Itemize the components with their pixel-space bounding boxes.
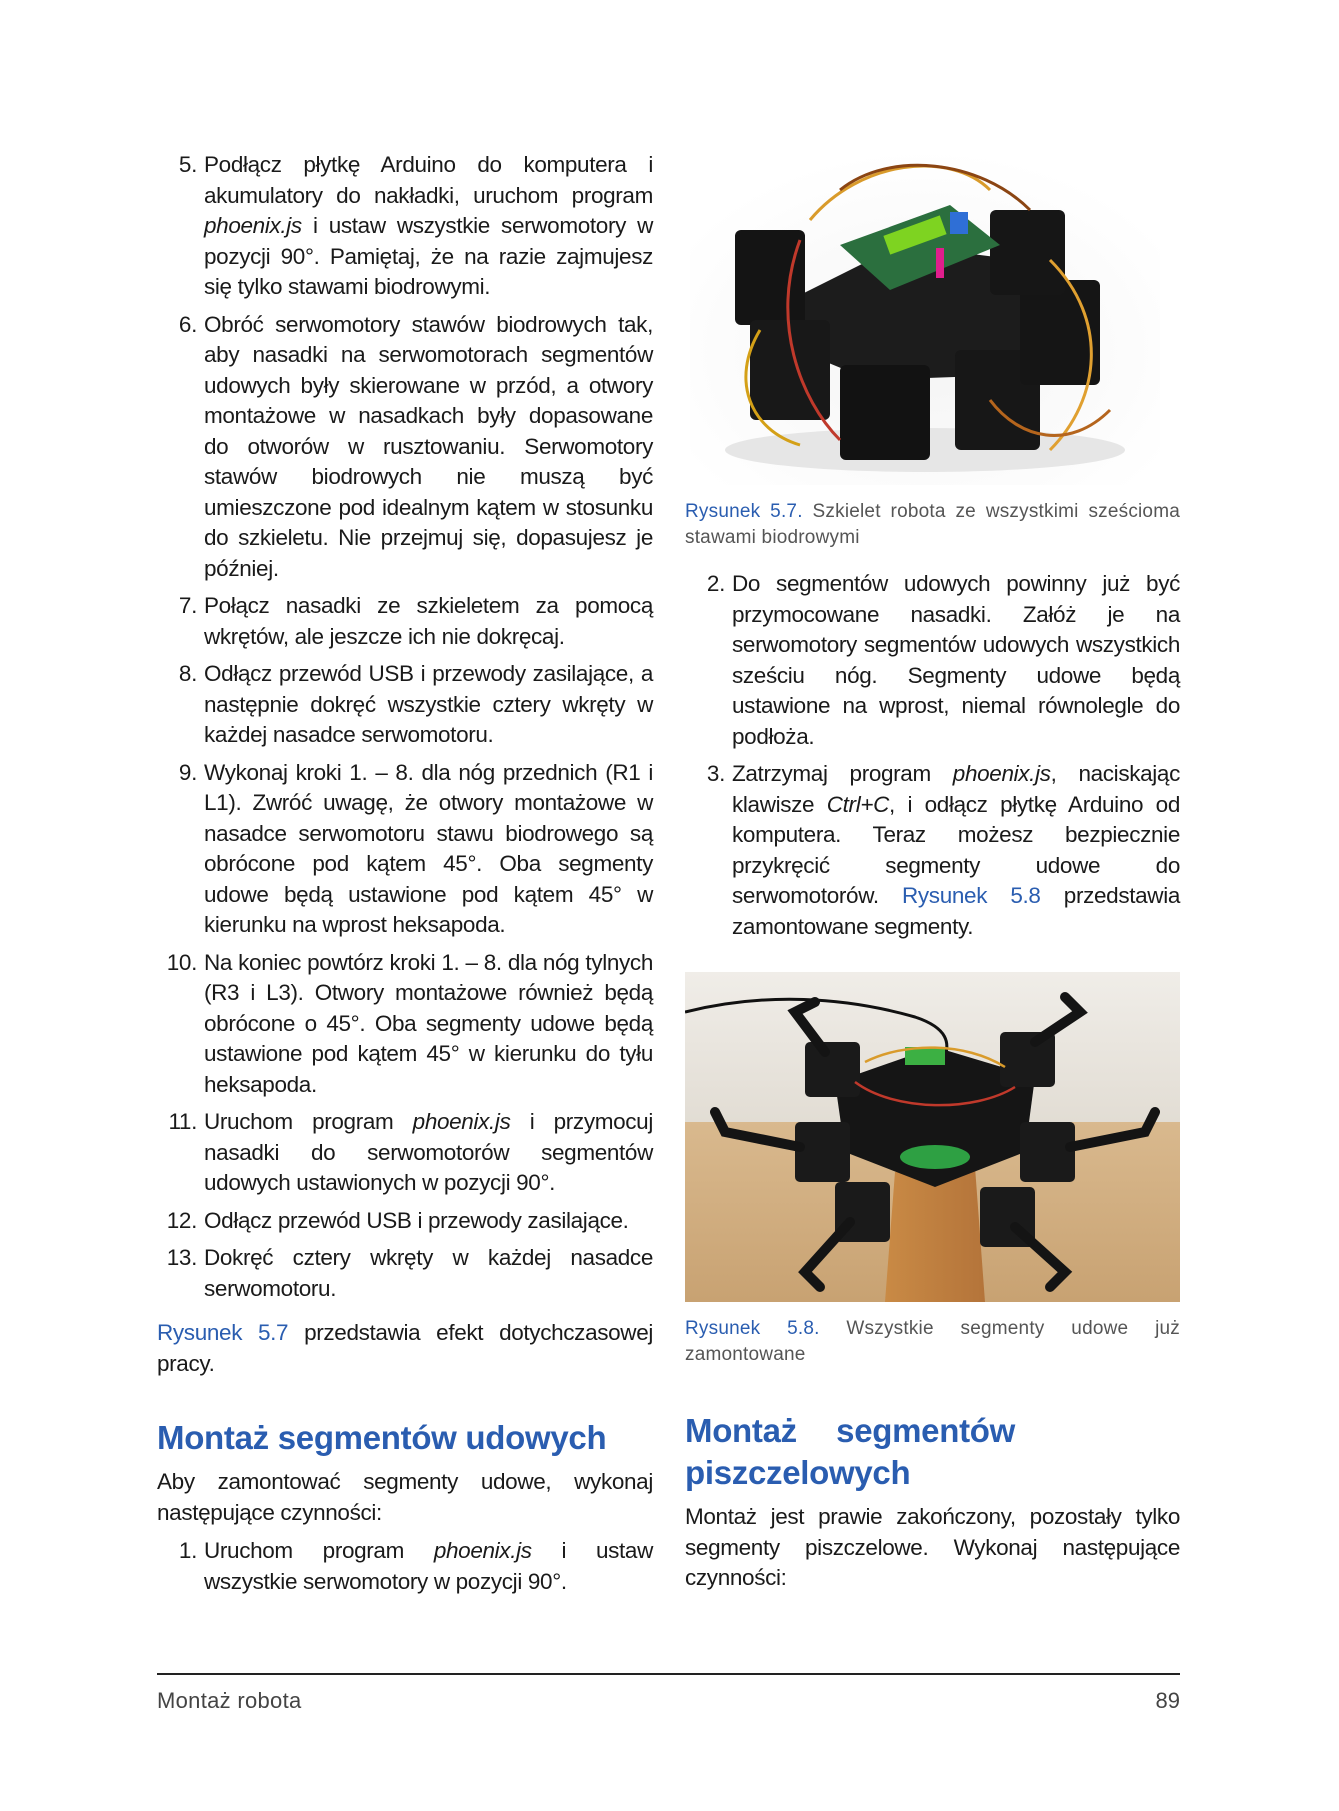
- footer-rule: [157, 1673, 1180, 1675]
- step-9: 9. Wykonaj kroki 1. – 8. dla nóg przednich (R1 i L1). Zwróć uwagę, że otwory montażowe w nasadce serwomotoru stawu biodrowego są obrócone pod kątem 45°. Oba segmenty udowe będą ustawione pod kątem 45° w kierunku na wprost heksapoda.: [178, 759, 653, 937]
- left-column: [157, 150, 653, 1604]
- figure-5-7-photo: [690, 150, 1160, 485]
- figure-5-7-link[interactable]: Rysunek 5.7: [157, 1320, 289, 1345]
- femur-steps-list: [157, 1536, 653, 1597]
- section-heading-femur: Montaż segmentów udowych: [157, 1419, 607, 1456]
- femur-step-3: 3. Zatrzymaj program phoenix.js, naciskając klawisze Ctrl+C, i odłącz płytkę Arduino od komputera. Teraz możesz bezpiecznie przykręcić segmenty udowe do serwomotorów. Rysunek 5.8 przedstawia zamontowane segmenty.: [706, 761, 1181, 939]
- femur-step-2: 2. Do segmentów udowych powinny już być przymocowane nasadki. Załóż je na serwomotory segmentów udowych wszystkich sześciu nóg. Segmenty udowe będą ustawione na wprost, niemal równolegle do podłoża.: [706, 571, 1180, 749]
- section-intro-femur: Aby zamontować segmenty udowe, wykonaj następujące czynności:: [157, 1469, 653, 1525]
- step-11: 11. Uruchom program phoenix.js i przymocuj nasadki do serwomotorów segmentów udowych ustawionych w pozycji 90°.: [168, 1109, 653, 1195]
- page-number: 89: [1155, 1688, 1180, 1713]
- step-10: 10. Na koniec powtórz kroki 1. – 8. dla nóg tylnych (R3 i L3). Otwory montażowe również będą obrócone o 45°. Oba segmenty udowe będą ustawione pod kątem 45° w kierunku do tyłu heksapoda.: [166, 949, 653, 1097]
- step-6: 6. Obróć serwomotory stawów biodrowych tak, aby nasadki na serwomotorach segmentów udowych były skierowane w przód, a otwory montażowe w nasadkach były dopasowane do otworów w rusztowaniu. Serwomotory stawów biodrowych nie muszą być umieszczone pod idealnym kątem w stosunku do szkieletu. Nie przejmuj się, dopasujesz je później.: [178, 311, 653, 581]
- figure-5-8-link[interactable]: Rysunek 5.8: [902, 883, 1041, 908]
- figure-5-7-caption: Rysunek 5.7. Szkielet robota ze wszystkimi sześcioma stawami biodrowymi: [685, 501, 1180, 548]
- section-heading-tibia: Montaż segmentów piszczelowych: [685, 1412, 1015, 1491]
- right-column: [685, 150, 1180, 1594]
- femur-step-1: 1. Uruchom program phoenix.js i ustaw wszystkie serwomotory w pozycji 90°.: [178, 1538, 653, 1594]
- figure-5-8-caption: Rysunek 5.8. Wszystkie segmenty udowe już zamontowane: [685, 1318, 1180, 1365]
- hexapod-femurs-image: [685, 972, 1180, 1302]
- femur-steps-list-continued: [685, 569, 1180, 942]
- step-7: 7. Połącz nasadki ze szkieletem za pomocą wkrętów, ale jeszcze ich nie dokręcaj.: [178, 593, 653, 649]
- assembly-steps-list: [157, 150, 653, 1304]
- step-8: 8. Odłącz przewód USB i przewody zasilające, a następnie dokręć wszystkie cztery wkręty w każdej nasadce serwomotoru.: [178, 661, 653, 747]
- hexapod-skeleton-image: [690, 150, 1160, 485]
- footer-chapter-title: Montaż robota: [157, 1688, 302, 1713]
- figure-5-8-photo: [685, 972, 1180, 1302]
- step-12: 12. Odłącz przewód USB i przewody zasilające.: [166, 1207, 629, 1233]
- step-5: 5. Podłącz płytkę Arduino do komputera i akumulatory do nakładki, uruchom program phoenix.js i ustaw wszystkie serwomotory w pozycji 90°. Pamiętaj, że na razie zajmujesz się tylko stawami biodrowymi.: [178, 152, 653, 299]
- step-13: 13. Dokręć cztery wkręty w każdej nasadce serwomotoru.: [166, 1245, 653, 1301]
- section-intro-tibia: Montaż jest prawie zakończony, pozostały tylko segmenty piszczelowe. Wykonaj następujące czynności:: [685, 1504, 1180, 1590]
- figure-reference-paragraph: Rysunek 5.7 przedstawia efekt dotychczasowej pracy.: [157, 1320, 654, 1376]
